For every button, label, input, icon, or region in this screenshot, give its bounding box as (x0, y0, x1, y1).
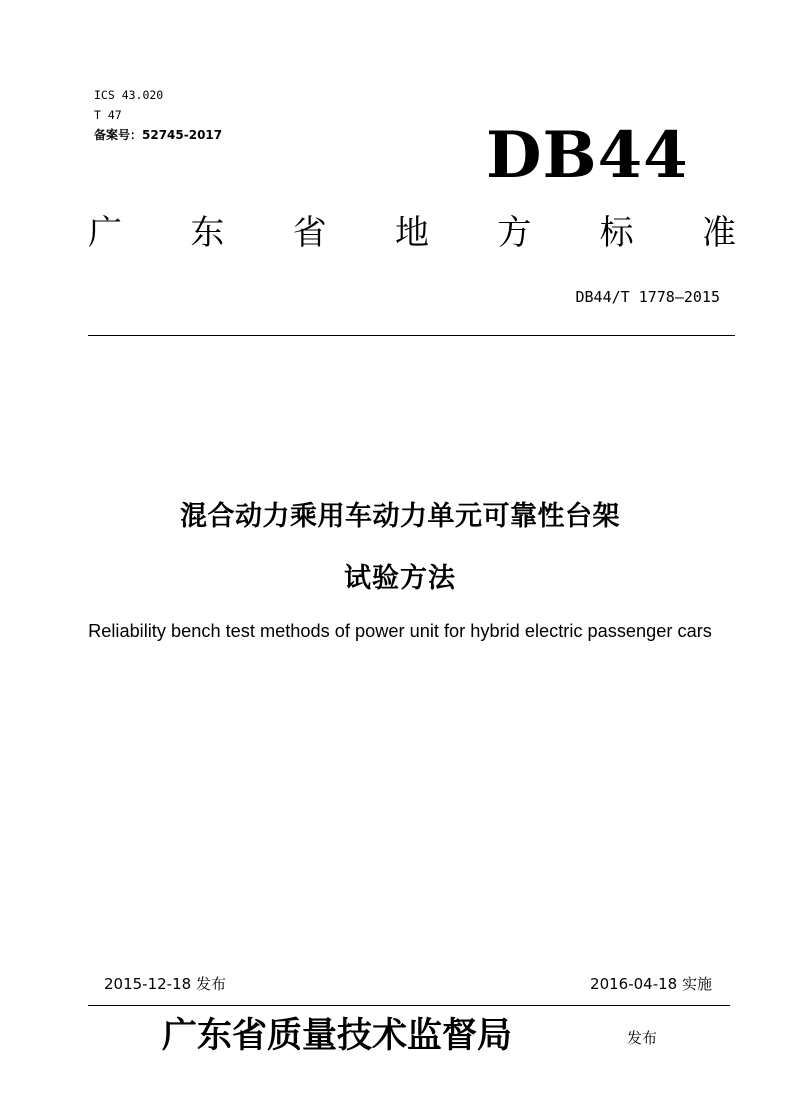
implementation-date: 2016-04-18 实施 (590, 975, 712, 993)
standard-type-char: 东 (190, 213, 225, 253)
issue-date: 2015-12-18 发布 (104, 975, 226, 993)
issuing-authority: 广东省质量技术监督局 (162, 1015, 513, 1056)
filing-number: 备案号：52745-2017 (94, 128, 223, 142)
standard-type-char: 准 (701, 213, 736, 253)
standard-type-char: 广 (88, 213, 122, 253)
standard-number: DB44/T 1778—2015 (575, 288, 720, 306)
ics-code: ICS 43.020 (94, 88, 164, 102)
standard-type-char: 方 (497, 213, 532, 253)
standard-type-char: 地 (394, 213, 429, 253)
standard-logo: DB44 (486, 118, 689, 193)
title-cn-line1: 混合动力乘用车动力单元可靠性台架 (180, 501, 620, 532)
standard-type-char: 省 (292, 213, 327, 253)
issuer-label: 发布 (627, 1029, 658, 1047)
title-cn-line2: 试验方法 (344, 563, 456, 594)
title-en: Reliability bench test methods of power unit for hybrid electric passenger cars (88, 621, 712, 641)
header-divider (88, 335, 735, 336)
standard-type-char: 标 (599, 213, 634, 253)
footer-divider (88, 1005, 730, 1006)
classification-code: T 47 (94, 108, 122, 122)
standard-type (88, 210, 736, 256)
